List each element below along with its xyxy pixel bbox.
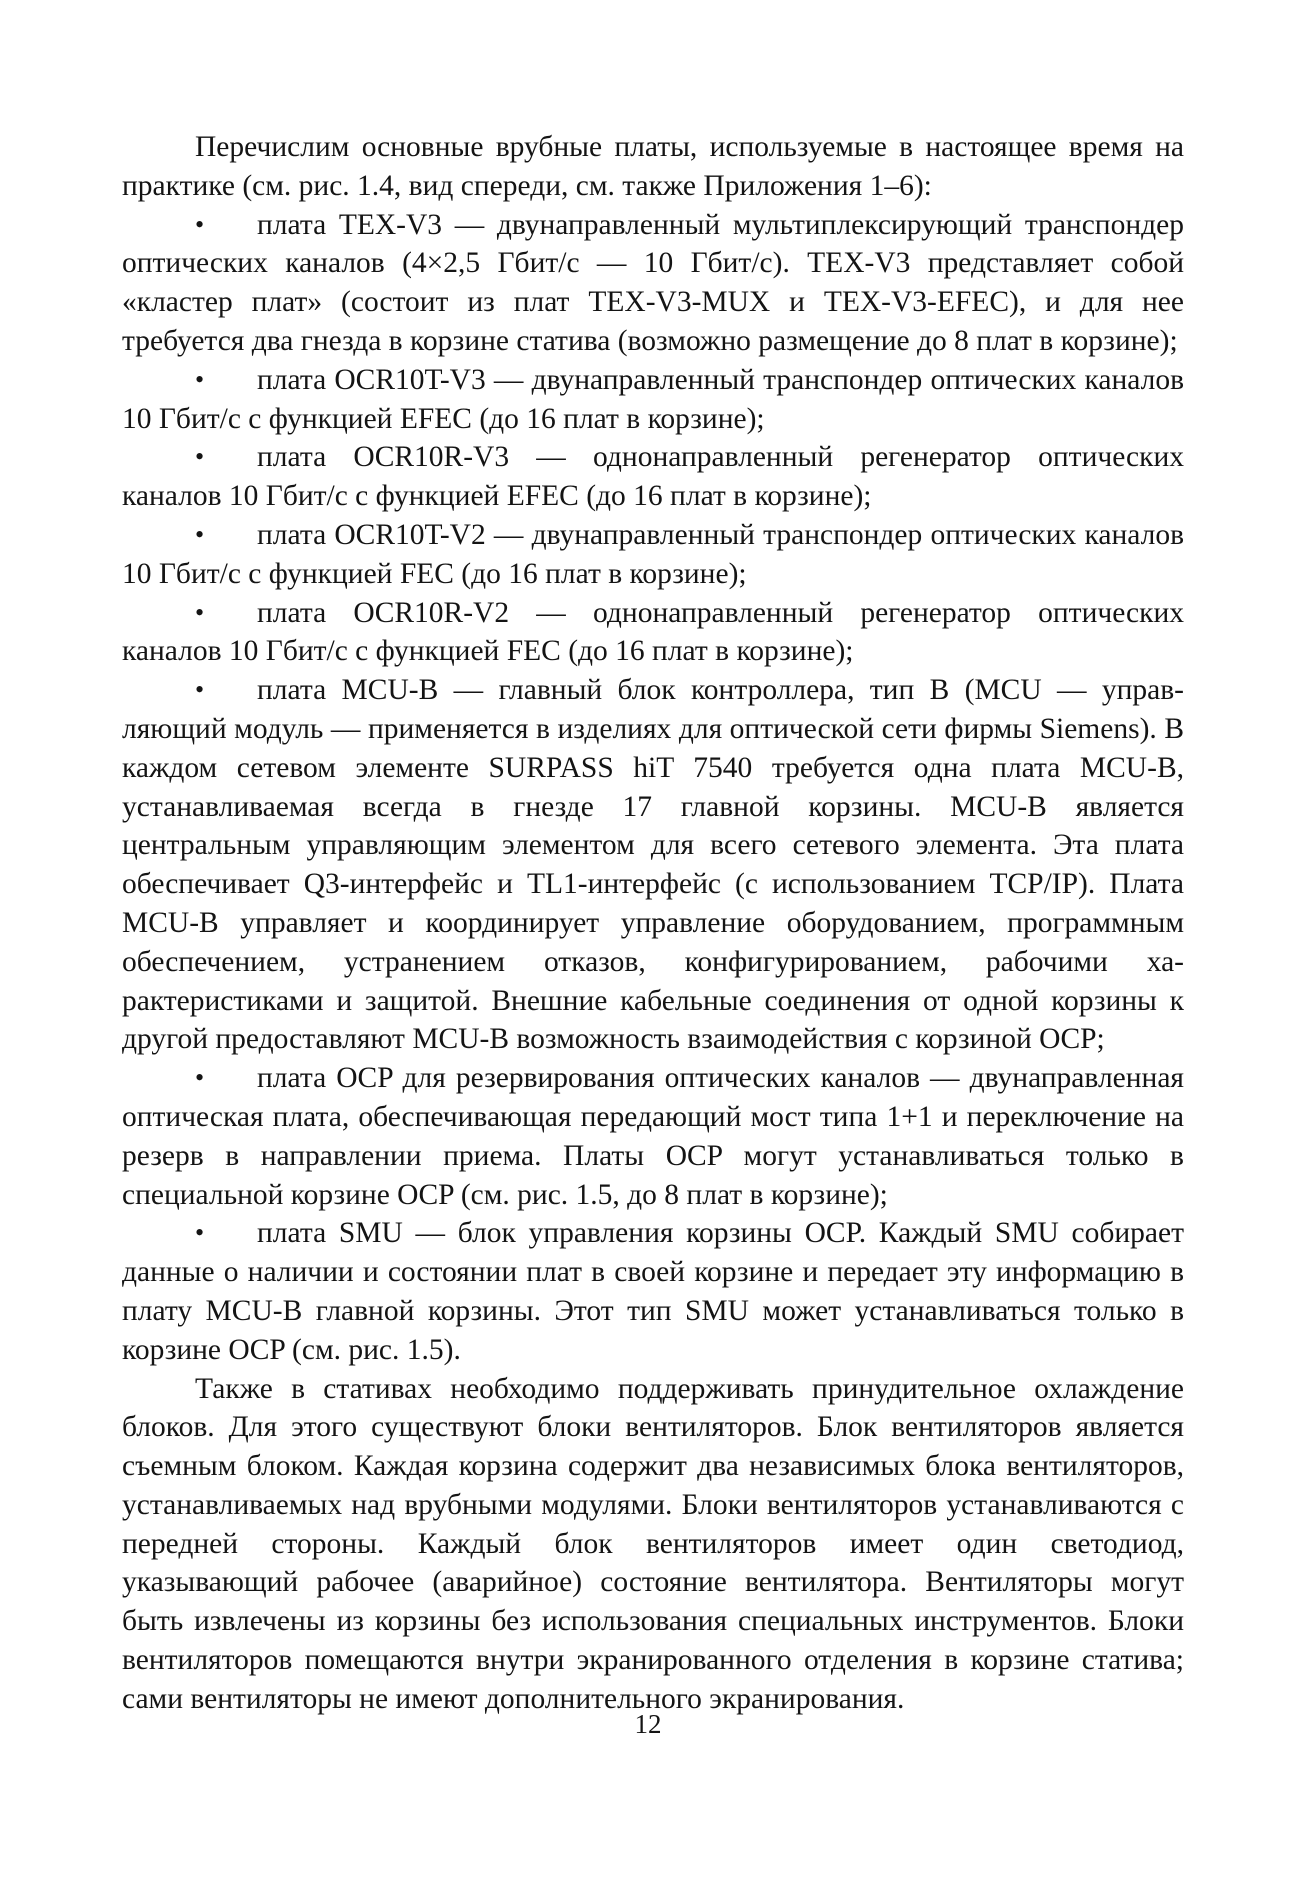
board-list — [122, 206, 1184, 1370]
list-item-tex-v3: • плата TEX-V3 — двунаправленный мультиплексирующий транспондер оптических каналов (4×2,5 Гбит/с — 10 Гбит/с). TEX-V3 представляет собой «кластер плат» (состоит из плат TEX-V3-MUX и TEX-V3-EFEC), и для нее требуется два гнезда в корзине статива (возможно размещение до 8 плат в корзине); — [122, 206, 1184, 361]
intro-paragraph: Перечислим основные врубные платы, используемые в настоящее время на практике (см. рис. 1.4, вид спереди, см. также Приложения 1–6): — [122, 131, 1184, 202]
list-item-ocr10r-v2: • плата OCR10R-V2 — однонаправленный регенератор оптических каналов 10 Гбит/с с функцией FEC (до 16 плат в корзине); — [122, 594, 1184, 672]
list-item-mcu-b: • плата MCU-B — главный блок контроллера, тип B (MCU — управляющий модуль — применяется в изделиях для оптической сети фирмы Siemens). В каждом сетевом элементе SURPASS hiT 7540 требуется одна плата MCU-B, устанавливаемая всегда в гнезде 17 главной корзины. MCU-B является центральным управляющим элементом для всего сетевого элемента. Эта плата обеспечивает Q3-интерфейс и TL1-интерфейс (с использованием TCP/IP). Плата MCU-B управляет и координирует управление оборудованием, программным обеспечением, устранением отказов, конфигурированием, рабочими характеристиками и защитой. Внешние кабельные соединения от одной корзины к другой предоставляют MCU-B возможность взаимодействия с корзиной OCP; — [122, 671, 1184, 1059]
closing-paragraph: Также в стативах необходимо поддерживать принудительное охлаждение блоков. Для этого существуют блоки вентиляторов. Блок вентиляторов является съемным блоком. Каждая корзина содержит два независимых блока вентиляторов, устанавливаемых над врубными модулями. Блоки вентиляторов устанавливаются с передней стороны. Каждый блок вентиляторов имеет один светодиод, указывающий рабочее (аварийное) состояние вентилятора. Вентиляторы могут быть извлечены из корзины без использования специальных инструментов. Блоки вентиляторов помещаются внутри экранированного отделения в корзине статива; сами вентиляторы не имеют дополнительного экранирования. — [122, 1372, 1184, 1715]
list-item-ocr10t-v3: • плата OCR10T-V3 — двунаправленный транспондер оптических каналов 10 Гбит/с с функцией EFEC (до 16 плат в корзине); — [122, 361, 1184, 439]
list-item-ocr10t-v2: • плата OCR10T-V2 — двунаправленный транспондер оптических каналов 10 Гбит/с с функцией FEC (до 16 плат в корзине); — [122, 516, 1184, 594]
list-item-ocr10r-v3: • плата OCR10R-V3 — однонаправленный регенератор оптических каналов 10 Гбит/с с функцией EFEC (до 16 плат в корзине); — [122, 438, 1184, 516]
list-item-ocp: • плата OCP для резервирования оптических каналов — двунаправленная оптическая плата, обеспечивающая передающий мост типа 1+1 и переключение на резерв в направлении приема. Платы OCP могут устанавливаться только в специальной корзине OCP (см. рис. 1.5, до 8 плат в корзине); — [122, 1059, 1184, 1214]
page-body — [122, 128, 1184, 1719]
list-item-smu: • плата SMU — блок управления корзины OCP. Каждый SMU собирает данные о наличии и состоянии плат в своей корзине и передает эту информацию в плату MCU-B главной корзины. Этот тип SMU может устанавливаться только в корзине OCP (см. рис. 1.5). — [122, 1214, 1184, 1369]
page-number: 12 — [634, 1709, 662, 1739]
